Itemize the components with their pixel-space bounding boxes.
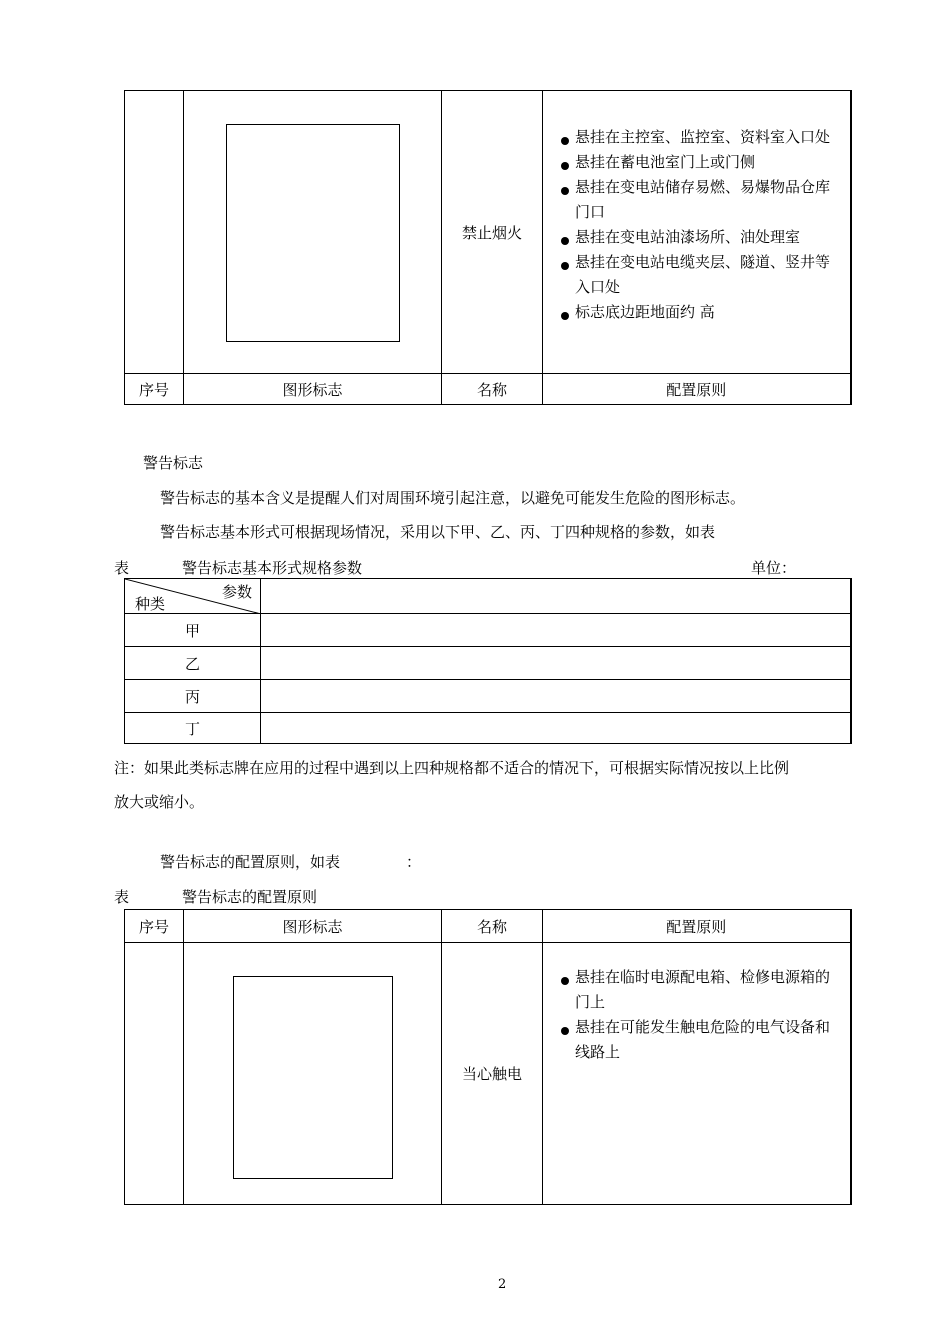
- table3-header-row: [125, 910, 851, 943]
- col-serial-label: 序号: [125, 374, 184, 405]
- note-line-1: 注：如果此类标志牌在应用的过程中遇到以上四种规格都不适合的情况下，可根据实际情况按以上比例: [114, 759, 790, 777]
- rules-list: [561, 965, 832, 1065]
- rules-cell: [543, 943, 851, 1205]
- col-sign-label: 图形标志: [184, 910, 442, 943]
- header-param-label: 参数: [221, 583, 252, 601]
- diagonal-header-cell: [125, 579, 261, 614]
- table3-caption: 警告标志的配置原则: [182, 888, 318, 906]
- type-label: 甲: [125, 614, 261, 647]
- section-para-2: 警告标志基本形式可根据现场情况，采用以下甲、乙、丙、丁四种规格的参数，如表: [160, 523, 716, 541]
- bullet-icon: [561, 237, 569, 245]
- header-value-cell: [261, 579, 851, 614]
- value-cell: [261, 647, 851, 680]
- header-type-label: 种类: [135, 595, 166, 613]
- sign-name: 禁止烟火: [442, 91, 543, 374]
- bullet-icon: [561, 262, 569, 270]
- sign-cell: [184, 943, 442, 1205]
- rule-text: 悬挂在主控室、监控室、资料室入口处: [575, 128, 831, 146]
- section-para-1: 警告标志的基本含义是提醒人们对周围环境引起注意，以避免可能发生危险的图形标志。: [160, 489, 746, 507]
- table3-caption-prefix: 表: [114, 888, 130, 906]
- col-rules-label: 配置原则: [543, 910, 851, 943]
- rule-text: 悬挂在变电站电缆夹层、隧道、竖井等入口处: [575, 253, 831, 296]
- list-item: [561, 150, 832, 175]
- rule-text: 标志底边距地面约 高: [575, 303, 715, 321]
- para-3: 警告标志的配置原则，如表: [160, 853, 341, 871]
- bullet-icon: [561, 977, 569, 985]
- rules-cell: [543, 91, 851, 374]
- table-row: [125, 91, 851, 374]
- table-3: [124, 909, 852, 1205]
- list-item: [561, 125, 832, 150]
- type-label: 乙: [125, 647, 261, 680]
- sign-cell: [184, 91, 442, 374]
- sign-image-placeholder: [226, 124, 400, 342]
- list-item: [561, 175, 832, 225]
- table2-header-row: [125, 579, 851, 614]
- table2-caption: 警告标志基本形式规格参数: [182, 559, 363, 577]
- table-row: [125, 943, 851, 1205]
- type-label: 丁: [125, 713, 261, 744]
- table-row: [125, 647, 851, 680]
- col-serial-label: 序号: [125, 910, 184, 943]
- rule-text: 悬挂在变电站油漆场所、油处理室: [575, 228, 801, 246]
- table-row: [125, 680, 851, 713]
- serial-cell: [125, 943, 184, 1205]
- list-item: [561, 225, 832, 250]
- table-footer-row: [125, 374, 851, 405]
- sign-image-placeholder: [233, 976, 393, 1179]
- col-name-label: 名称: [442, 910, 543, 943]
- type-label: 丙: [125, 680, 261, 713]
- serial-cell: [125, 91, 184, 374]
- list-item: [561, 250, 832, 300]
- list-item: [561, 300, 832, 325]
- rule-text: 悬挂在变电站储存易燃、易爆物品仓库门口: [575, 178, 831, 221]
- col-rules-label: 配置原则: [543, 374, 851, 405]
- bullet-icon: [561, 312, 569, 320]
- table2-caption-prefix: 表: [114, 559, 130, 577]
- note-line-2: 放大或缩小。: [114, 793, 205, 811]
- value-cell: [261, 713, 851, 744]
- bullet-icon: [561, 187, 569, 195]
- col-name-label: 名称: [442, 374, 543, 405]
- rule-text: 悬挂在临时电源配电箱、检修电源箱的门上: [575, 968, 831, 1011]
- list-item: [561, 1015, 832, 1065]
- table-2: [124, 578, 852, 744]
- table-row: [125, 614, 851, 647]
- table-row: [125, 713, 851, 744]
- page-number: 2: [498, 1277, 507, 1292]
- value-cell: [261, 614, 851, 647]
- bullet-icon: [561, 137, 569, 145]
- value-cell: [261, 680, 851, 713]
- table-1: [124, 90, 852, 405]
- rule-text: 悬挂在可能发生触电危险的电气设备和线路上: [575, 1018, 831, 1061]
- bullet-icon: [561, 162, 569, 170]
- rules-list: [561, 125, 832, 325]
- sign-name: 当心触电: [442, 943, 543, 1205]
- para-3-tail: ：: [406, 853, 422, 871]
- bullet-icon: [561, 1027, 569, 1035]
- table2-unit: 单位：: [751, 559, 797, 577]
- section-heading: 警告标志: [143, 454, 204, 472]
- col-sign-label: 图形标志: [184, 374, 442, 405]
- list-item: [561, 965, 832, 1015]
- rule-text: 悬挂在蓄电池室门上或门侧: [575, 153, 756, 171]
